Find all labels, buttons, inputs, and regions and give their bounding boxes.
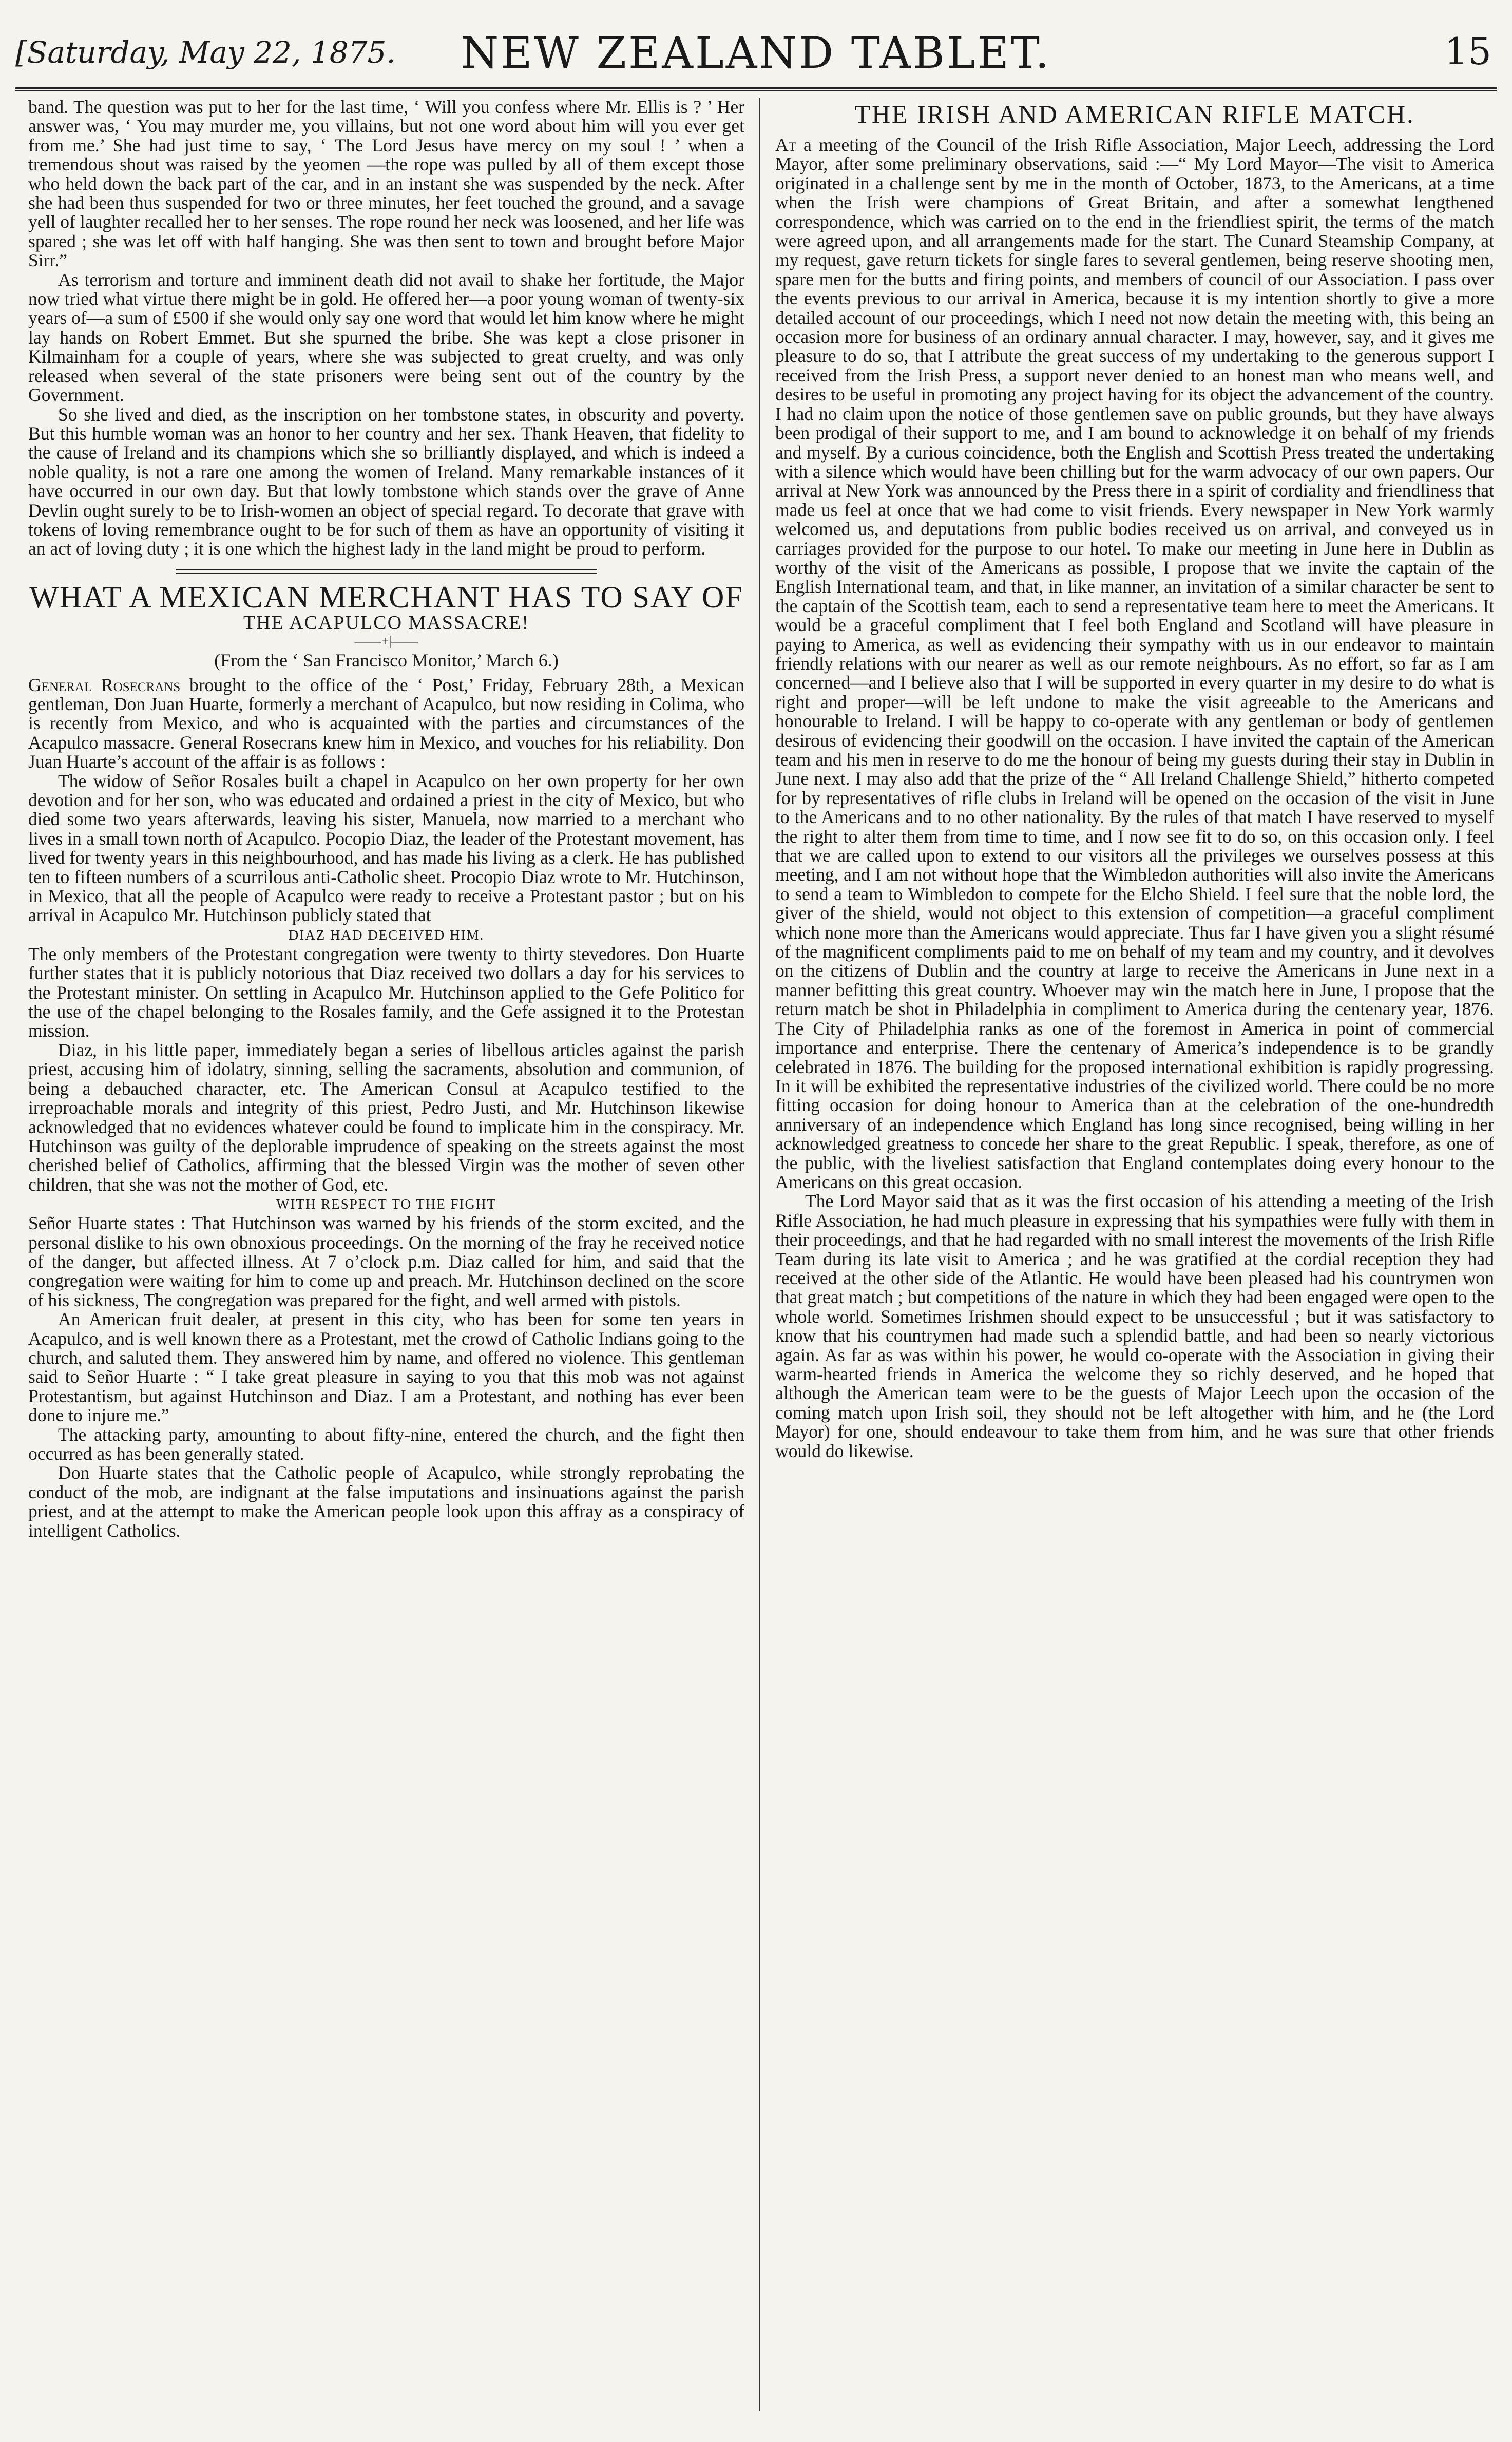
mexican-paragraph: The attacking party, amounting to about fifty-nine, entered the church, and the fight then occurred as has been generally stated. (28, 1424, 744, 1464)
page-number: 15 (1444, 30, 1491, 73)
mexican-article-subtitle: THE ACAPULCO MASSACRE! (243, 612, 530, 634)
mexican-article-title: WHAT A MEXICAN MERCHANT HAS TO SAY OF (29, 580, 743, 614)
lead-small-caps: At (775, 135, 796, 155)
mexican-paragraph: Don Huarte states that the Catholic people of Acapulco, while strongly reprobating the conduct of the mob, are indignant at the false imputations and insinuations against the parish priest, and at the attempt to make the American people look upon this affray as a conspiracy of intelligent Catholics. (28, 1462, 744, 1541)
article-separator (176, 569, 597, 574)
mexican-paragraph: The widow of Señor Rosales built a chapel in Acapulco on her own property for her own devotion and for her son, who was educated and ordained a priest in the city of Mexico, but who died some two years afterwards, leaving his sister, Manuela, now married to a merchant who lives in a small town north of Acapulco. Pocopio Diaz, the leader of the Protestant movement, has lived for twenty years in this neighbourhood, and has made his living as a clerk. He has published ten to fifteen numbers of a scurrilous anti-Catholic sheet. Procopio Diaz wrote to Mr. Hutchinson, in Mexico, that all the people of Acapulco were ready to receive a Protestant pastor ; but on his arrival in Acapulco Mr. Hutchinson publicly stated that (28, 770, 744, 926)
rifle-lead-paragraph (775, 136, 1494, 1192)
column-rule (759, 98, 760, 2411)
mexican-paragraph: The only members of the Protestant congregation were twenty to thirty stevedores. Don Huarte further states that it is publicly notorious that Diaz received two dollars a day for his services to the Protestant minister. On settling in Acapulco Mr. Hutchinson applied to the Gefe Politico for the use of the chapel belonging to the Rosales family, and the Gefe assigned it to the Protestan mission. (28, 943, 744, 1041)
subheading-fight: WITH RESPECT TO THE FIGHT (276, 1196, 496, 1212)
lead-text: brought to the office of the ‘ Post,’ Friday, February 28th, a Mexican gentleman, Don Juan Huarte, formerly a merchant of Acapulco, but now residing in Colima, who is recently from Mexico, and who is acquainted with the parties and circumstances of the Acapulco massacre. General Rosecrans knew him in Mexico, and vouches for his reliability. Don Juan Huarte’s account of the affair is as follows : (28, 674, 744, 772)
right-column (775, 98, 1494, 2416)
lead-text: a meeting of the Council of the Irish Rifle Association, Major Leech, addressing the Lord Mayor, after some preliminary observations, said :—“ My Lord Mayor—The visit to America originated in a challenge sent by me in the month of October, 1873, to the Americans, at a time when the Irish were champions of Great Britain, and after a somewhat lengthened correspondence, which was carried on to the end in the friendliest spirit, the terms of the match were agreed upon, and all arrangements made for the start. The Cunard Steamship Company, at my request, gave return tickets for single fares to several gentlemen, being reserve shooting men, spare men for the butts and firing points, and members of council of our Association. I pass over the events previous to our arrival in America, because it is my intention shortly to give a more detailed account of our proceedings, which I need not now detain the meeting with, this being an occasion more for business of an ordinary annual character. I may, however, say, and it gives me pleasure to do so, that I attribute the great success of my undertaking to the generous support I received from the Irish Press, a support never denied to an honest man who means well, and desires to be useful in promoting any project having for its object the advancement of the country. I had no claim upon the notice of those gentlemen save on public grounds, but they have always been prodigal of their support to me, and I am bound to acknowledge it on behalf of my friends and myself. By a curious coincidence, both the English and Scottish Press treated the undertaking with a silence which would have been chilling but for the warm advocacy of our own papers. Our arrival at New York was announced by the Press there in a spirit of cordiality and friendliness that made us feel at once that we had come to visit friends. Every newspaper in New York warmly welcomed us, and deputations from public bodies received us on arrival, and conveyed us in carriages provided for the purpose to our hotel. To make our meeting in June here in Dublin as worthy of the visit of the Americans as possible, I propose that we invite the captain of the English International team, and that, in like manner, an invitation of a similar character be sent to the captain of the Scottish team, each to send a representative team here to meet the Americans. It would be a graceful compliment that I feel both England and Scotland will have pleasure in paying to America, as well as evidencing their sympathy with us in our endeavor to maintain friendly relations with our nearer as well as our remote neighbours. As no effort, so far as I am concerned—and I believe also that I will be supported in every quarter in my desire to do what is right and proper—will be left undone to make the visit agreeable to the Americans and honourable to Ireland. I will be happy to co-operate with any gentleman or body of gentlemen desirous of evidencing their goodwill on the occasion. I have invited the captain of the American team and his men in reserve to do me the honour of being my guests during their stay in Dublin in June next. I may also add that the prize of the “ All Ireland Challenge Shield,” hitherto competed for by representatives of rifle clubs in Ireland will be opened on the occasion of the visit in June to the Americans and to no other nationality. By the rules of that match I have reserved to myself the right to alter them from time to time, and I now see fit to do so, on this occasion only. I feel that we are called upon to extend to our visitors all the privileges we ourselves possess at this meeting, and I am not without hope that the Wimbledon authorities will also invite the Americans to send a team to Wimbledon to compete for the Elcho Shield. I feel sure that the noble lord, the giver of the shield, would not object to this extension of competition—a graceful compliment which none more than the Americans would appreciate. Thus far I have given you a slight résumé of the magnificent compliments paid to me on behalf of my team and my country, and it devolves on the citizens of Dublin and the country at large to receive the Americans in June next in a manner befitting this great country. Whoever may win the match here in June, I propose that the return match be shot in Philadelphia in compliment to America during the centenary year, 1876. The City of Philadelphia ranks as one of the foremost in America in point of commercial importance and enterprise. There the centenary of America’s independence is to be grandly celebrated in 1876. The building for the proposed international exhibition is rapidly progressing. In it will be exhibited the representative industries of the civilized world. There could be no more fitting occasion for doing honour to America than at the celebration of the one-hundredth anniversary of an independence which England has long since recognised, being willing in her acknowledged greatness to concede her share to the great Republic. I speak, therefore, as one of the public, with the liveliest satisfaction that England contemplates doing every honour to the Americans on this great occasion. (775, 135, 1494, 1192)
lead-small-caps: General Rosecrans (28, 674, 181, 695)
issue-date: [Saturday, May 22, 1875. (15, 35, 396, 70)
ornament-rule: ——+|—— (354, 634, 418, 649)
subheading-diaz: DIAZ HAD DECEIVED HIM. (288, 927, 485, 943)
mexican-lead-paragraph (28, 676, 744, 772)
devlin-paragraph: As terrorism and torture and imminent death did not avail to shake her fortitude, the Major now tried what virtue there might be in gold. He offered her—a poor young woman of twenty-six years of—a sum of £500 if she would only say one word that would let him know where he might lay hands on Robert Emmet. But she spurned the bribe. She was kept a close prisoner in Kilmainham for a couple of years, where she was subjected to great cruelty, and was only released when several of the state prisoners were being sent out of the country by the Government. (28, 269, 744, 406)
left-column (28, 98, 744, 2416)
mexican-paragraph: Señor Huarte states : That Hutchinson was warned by his friends of the storm excited, and the personal dislike to his own obnoxious proceedings. On the morning of the fray he received notice of the danger, but affected illness. At 7 o’clock p.m. Diaz called for him, and said that the congregation were waiting for him to come up and preach. Mr. Hutchinson declined on the score of his sickness, The congregation was prepared for the fight, and well armed with pistols. (28, 1213, 744, 1310)
devlin-paragraph: So she lived and died, as the inscription on her tombstone states, in obscurity and poverty. But this humble woman was an honor to her country and her sex. Thank Heaven, that fidelity to the cause of Ireland and its champions which she so brilliantly displayed, and which is indeed a noble quality, is not a rare one among the women of Ireland. Many remarkable instances of it have occurred in our own day. But that lowly tombstone which stands over the grave of Anne Devlin ought surely to be to Irish-women an object of special regard. To decorate that grave with tokens of loving remembrance ought to be for such of them as have an opportunity of visiting it an act of loving duty ; it is one which the highest lady in the land might be proud to perform. (28, 404, 744, 559)
newspaper-title: NEW ZEALAND TABLET. (461, 28, 1051, 78)
rifle-paragraph: The Lord Mayor said that as it was the first occasion of his attending a meeting of the Irish Rifle Association, he had much pleasure in expressing that his sympathies were fully with them in their proceedings, and that he had regarded with no small interest the movements of the Irish Rifle Team during its late visit to America ; and he was gratified at the cordial reception they had received at the other side of the Atlantic. He would have been pleased had his countrymen won that great match ; but competitions of the nature in which they had been engaged were open to the whole world. Sometimes Irishmen should expect to be unsuccessful ; but it was satisfactory to know that his countrymen had made such a splendid battle, and had been so nearly victorious again. As far as was within his power, he would co-operate with the Association in giving their warm-hearted friends in America the welcome they so richly deserved, and he hoped that although the American team were to be the guests of Major Leech upon the occasion of the coming match upon Irish soil, they should not be left altogether with him, and he (the Lord Mayor) for one, should endeavour to take them from him, and he was sure that other friends would do likewise. (775, 1191, 1494, 1461)
rifle-article-title: THE IRISH AND AMERICAN RIFLE MATCH. (854, 100, 1415, 128)
masthead (15, 26, 1497, 91)
devlin-paragraph: band. The question was put to her for the last time, ‘ Will you confess where Mr. Ellis is ? ’ Her answer was, ‘ You may murder me, you villains, but not one word about him will you ever get from me.’ She had just time to say, ‘ The Lord Jesus have mercy on my soul ! ’ when a tremendous shout was raised by the yeomen —the rope was pulled by all of them except those who held down the back part of the car, and in an instant she was suspended by the neck. After she had been thus suspended for two or three minutes, her feet touched the ground, and a savage yell of laughter recalled her to her senses. The rope round her neck was loosened, and her life was spared ; she was let off with half hanging. She was then sent to town and brought before Major Sirr.” (28, 98, 744, 271)
mexican-paragraph: An American fruit dealer, at present in this city, who has been for some ten years in Acapulco, and is well known there as a Protestant, met the crowd of Catholic Indians going to the church, and saluted them. They answered him by name, and offered no violence. This gentleman said to Señor Huarte : “ I take great pleasure in saying to you that this mob was not against Protestantism, but against Hutchinson and Diaz. I am a Protestant, and nothing has ever been done to injure me.” (28, 1309, 744, 1426)
mexican-paragraph: Diaz, in his little paper, immediately began a series of libellous articles against the parish priest, accusing him of idolatry, sinning, selling the sacraments, absolution and communion, of being a debauched character, etc. The American Consul at Acapulco testified to the irreproachable morals and integrity of this priest, Pedro Justi, and Mr. Hutchinson likewise acknowledged that no evidences whatever could be found to implicate him in the conspiracy. Mr. Hutchinson was guilty of the deplorable imprudence of speaking on the streets against the most cherished belief of Catholics, affirming that the blessed Virgin was the mother of seven other children, that she was not the mother of God, etc. (28, 1039, 744, 1195)
article-source: (From the ‘ San Francisco Monitor,’ March 6.) (214, 650, 559, 671)
